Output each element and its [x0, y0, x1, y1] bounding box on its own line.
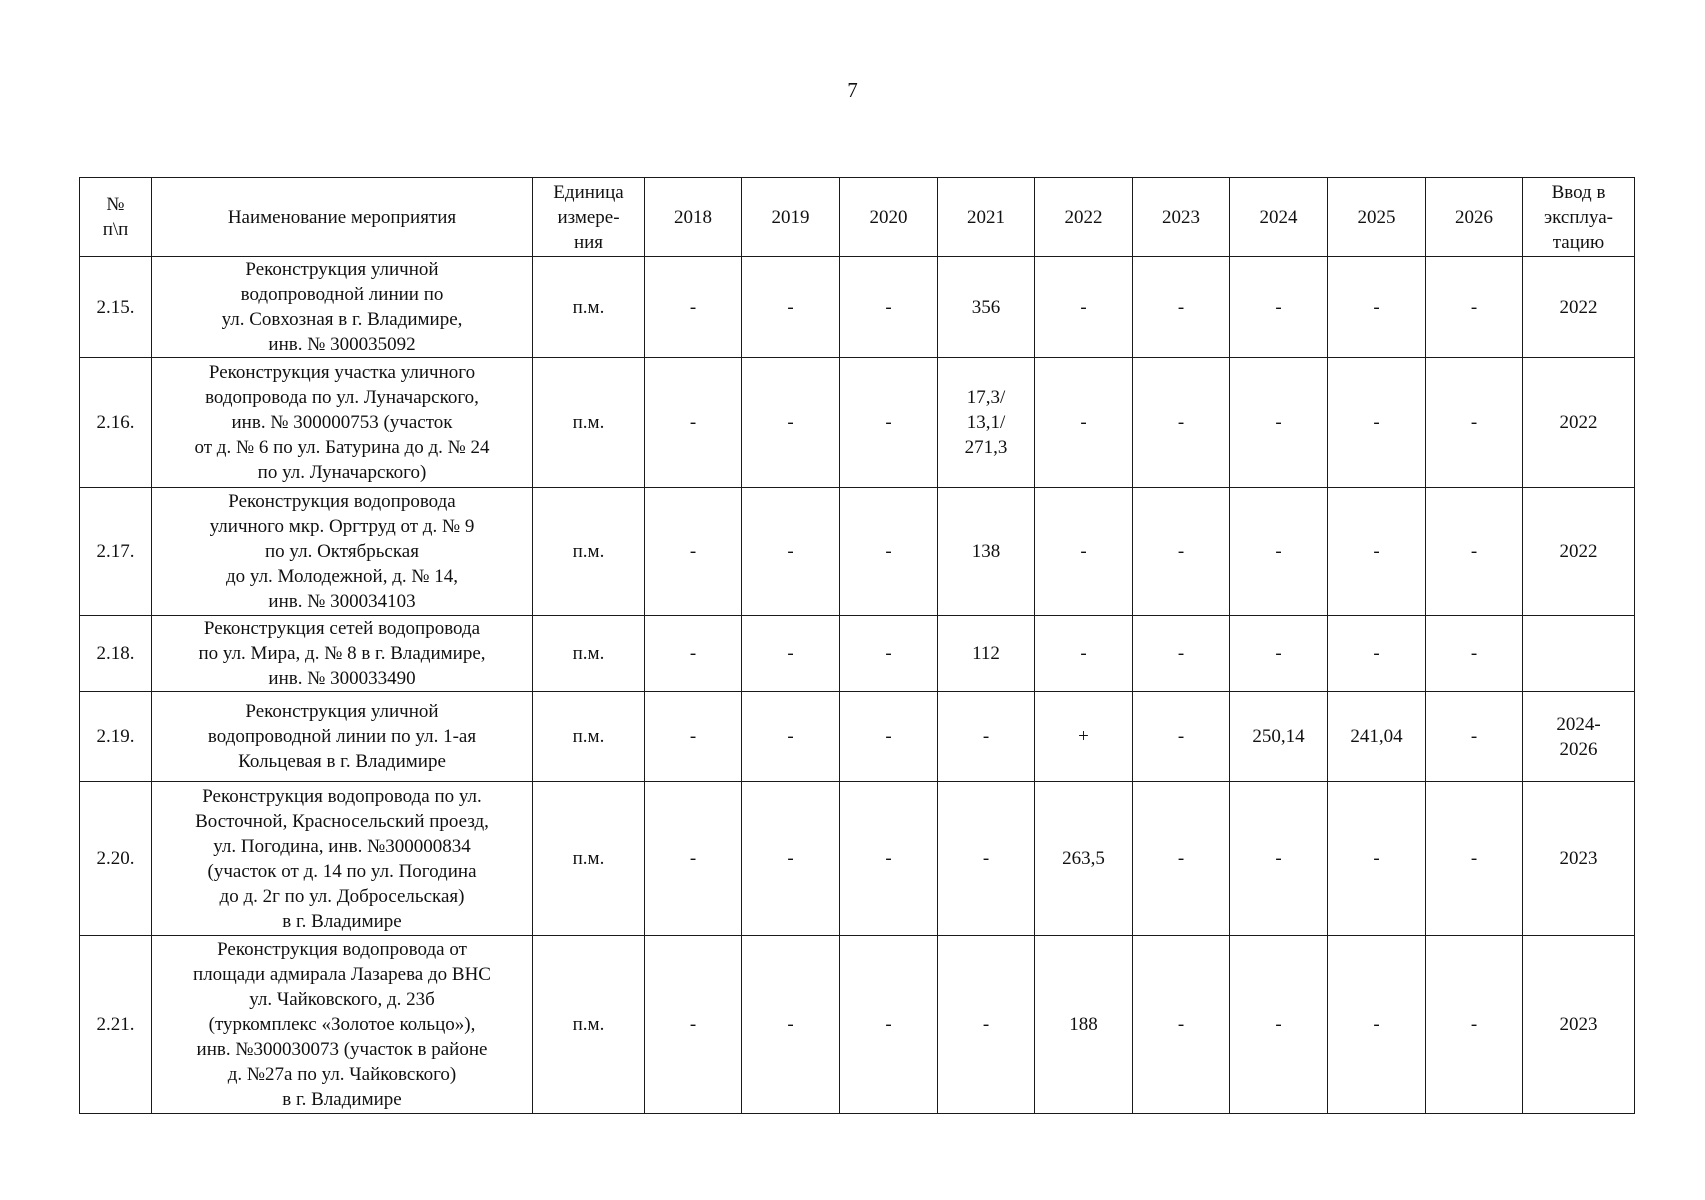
name-line: инв. № 300033490 [268, 668, 416, 689]
name-line: водопроводной линии по ул. 1-ая [207, 726, 477, 747]
year-2019-cell: - [742, 936, 840, 1114]
year-2026-cell: - [1426, 616, 1523, 692]
name-line: Реконструкция уличной [245, 259, 439, 280]
row-number-cell: 2.18. [80, 616, 152, 692]
header-num-line: п\п [102, 219, 129, 240]
header-year-2021: 2021 [938, 178, 1035, 257]
name-line: водопровода по ул. Луначарского, [205, 387, 479, 408]
year-2019-cell: - [742, 257, 840, 358]
name-line: по ул. Мира, д. № 8 в г. Владимире, [198, 643, 486, 664]
year-2024-cell: - [1230, 616, 1328, 692]
measure-name-cell [152, 616, 533, 692]
name-line: ул. Совхозная в г. Владимире, [221, 309, 463, 330]
name-line: Реконструкция водопровода от [217, 939, 467, 960]
header-year-2022: 2022 [1035, 178, 1133, 257]
header-name: Наименование мероприятия [152, 178, 533, 257]
name-line: инв. № 300000753 (участок [231, 412, 453, 433]
name-line: инв. №300030073 (участок в районе [196, 1039, 488, 1060]
header-year-2023: 2023 [1133, 178, 1230, 257]
header-unit-line: ния [573, 231, 604, 253]
year-2024-cell: - [1230, 782, 1328, 936]
commission-line: 2023 [1559, 848, 1598, 869]
name-line: Восточной, Красносельский проезд, [195, 810, 489, 832]
header-commission [1523, 178, 1635, 257]
year-2022-cell: - [1035, 358, 1133, 488]
table-header-row [80, 178, 1635, 257]
row-number-cell: 2.19. [80, 692, 152, 782]
name-line: ул. Погодина, инв. №300000834 [213, 835, 471, 857]
commission-line: 2022 [1559, 296, 1598, 318]
year-2026-cell: - [1426, 936, 1523, 1114]
year-2018-cell: - [645, 488, 742, 616]
year-2026-cell: - [1426, 358, 1523, 488]
year-2022-cell: 263,5 [1035, 782, 1133, 936]
name-line: инв. № 300035092 [268, 334, 416, 355]
year-2018-cell: - [645, 358, 742, 488]
year-2022-cell: - [1035, 488, 1133, 616]
name-line: по ул. Луначарского) [257, 462, 427, 483]
header-unit-line: измере- [557, 206, 620, 228]
commission-cell [1523, 692, 1635, 782]
table-row [80, 936, 1635, 1114]
year-2020-cell: - [840, 358, 938, 488]
year-2019-cell: - [742, 782, 840, 936]
value-line: 112 [972, 643, 1000, 664]
year-2020-cell: - [840, 488, 938, 616]
name-line: Реконструкция сетей водопровода [203, 618, 481, 639]
name-line: уличного мкр. Оргтруд от д. № 9 [209, 516, 475, 537]
year-2024-cell: - [1230, 488, 1328, 616]
measure-name-cell [152, 358, 533, 488]
year-2023-cell: - [1133, 782, 1230, 936]
name-line: площади адмирала Лазарева до ВНС [193, 964, 491, 985]
value-line: 356 [971, 296, 1001, 318]
year-2021-cell [938, 358, 1035, 488]
commission-line: 2023 [1559, 1014, 1598, 1035]
table-row [80, 257, 1635, 358]
year-2020-cell: - [840, 257, 938, 358]
measure-name-cell [152, 782, 533, 936]
year-2025-cell: - [1328, 488, 1426, 616]
name-line: ул. Чайковского, д. 23б [249, 989, 435, 1010]
year-2023-cell: - [1133, 358, 1230, 488]
value-line: - [982, 726, 990, 747]
value-line: 17,3/ [966, 387, 1006, 408]
year-2020-cell: - [840, 936, 938, 1114]
value-line: 271,3 [964, 437, 1008, 458]
year-2018-cell: - [645, 257, 742, 358]
measures-table [79, 177, 1635, 1114]
year-2021-cell [938, 616, 1035, 692]
table-row [80, 488, 1635, 616]
unit-cell: п.м. [533, 782, 645, 936]
commission-cell [1523, 488, 1635, 616]
table-row [80, 782, 1635, 936]
year-2021-cell [938, 936, 1035, 1114]
name-line: Реконструкция водопровода по ул. [202, 785, 482, 807]
name-line: по ул. Октябрьская [265, 541, 419, 562]
row-number-cell: 2.21. [80, 936, 152, 1114]
year-2024-cell: - [1230, 358, 1328, 488]
header-num [80, 178, 152, 257]
commission-cell [1523, 936, 1635, 1114]
year-2020-cell: - [840, 616, 938, 692]
name-line: Кольцевая в г. Владимире [238, 751, 446, 772]
year-2018-cell: - [645, 936, 742, 1114]
year-2022-cell: + [1035, 692, 1133, 782]
value-line: 13,1/ [966, 412, 1006, 433]
year-2025-cell: - [1328, 358, 1426, 488]
row-number-cell: 2.20. [80, 782, 152, 936]
measure-name-cell [152, 257, 533, 358]
commission-line: 2024- [1556, 713, 1601, 735]
header-unit-line: Единица [553, 181, 624, 203]
year-2020-cell: - [840, 692, 938, 782]
row-number-cell: 2.15. [80, 257, 152, 358]
value-line: - [982, 1014, 990, 1035]
commission-line: 2026 [1559, 738, 1598, 760]
year-2019-cell: - [742, 616, 840, 692]
table-row [80, 358, 1635, 488]
year-2021-cell [938, 257, 1035, 358]
header-year-2024: 2024 [1230, 178, 1328, 257]
year-2021-cell [938, 488, 1035, 616]
name-line: Реконструкция уличной [245, 701, 439, 722]
year-2025-cell: - [1328, 257, 1426, 358]
year-2024-cell: - [1230, 257, 1328, 358]
commission-cell [1523, 782, 1635, 936]
year-2023-cell: - [1133, 257, 1230, 358]
measure-name-cell [152, 692, 533, 782]
year-2023-cell: - [1133, 616, 1230, 692]
year-2019-cell: - [742, 488, 840, 616]
row-number-cell: 2.16. [80, 358, 152, 488]
header-commission-line: эксплуа- [1543, 206, 1613, 228]
year-2022-cell: - [1035, 257, 1133, 358]
commission-cell [1523, 358, 1635, 488]
year-2024-cell: - [1230, 936, 1328, 1114]
table-row [80, 616, 1635, 692]
year-2020-cell: - [840, 782, 938, 936]
year-2026-cell: - [1426, 257, 1523, 358]
year-2019-cell: - [742, 358, 840, 488]
name-line: инв. № 300034103 [268, 591, 416, 612]
name-line: д. №27а по ул. Чайковского) [227, 1064, 457, 1085]
year-2025-cell: 241,04 [1328, 692, 1426, 782]
year-2018-cell: - [645, 692, 742, 782]
header-year-2019: 2019 [742, 178, 840, 257]
year-2025-cell: - [1328, 782, 1426, 936]
unit-cell: п.м. [533, 692, 645, 782]
year-2022-cell: 188 [1035, 936, 1133, 1114]
name-line: в г. Владимире [282, 910, 402, 932]
measure-name-cell [152, 488, 533, 616]
year-2021-cell [938, 782, 1035, 936]
name-line: водопроводной линии по [240, 284, 444, 305]
year-2022-cell: - [1035, 616, 1133, 692]
year-2026-cell: - [1426, 782, 1523, 936]
header-unit [533, 178, 645, 257]
unit-cell: п.м. [533, 616, 645, 692]
header-commission-line: Ввод в [1551, 181, 1606, 203]
value-line: - [982, 848, 990, 869]
name-line: Реконструкция участка уличного [208, 362, 476, 383]
name-line: Реконструкция водопровода [228, 491, 456, 512]
year-2023-cell: - [1133, 692, 1230, 782]
commission-cell [1523, 257, 1635, 358]
header-year-2018: 2018 [645, 178, 742, 257]
row-number-cell: 2.17. [80, 488, 152, 616]
header-year-2026: 2026 [1426, 178, 1523, 257]
commission-cell [1523, 616, 1635, 692]
unit-cell: п.м. [533, 488, 645, 616]
table-body [80, 257, 1635, 1114]
year-2023-cell: - [1133, 488, 1230, 616]
year-2025-cell: - [1328, 616, 1426, 692]
unit-cell: п.м. [533, 257, 645, 358]
page-number: 7 [847, 78, 858, 102]
year-2021-cell [938, 692, 1035, 782]
year-2024-cell: 250,14 [1230, 692, 1328, 782]
name-line: до д. 2г по ул. Добросельская) [219, 885, 465, 907]
commission-line: 2022 [1559, 541, 1598, 562]
year-2019-cell: - [742, 692, 840, 782]
year-2018-cell: - [645, 782, 742, 936]
header-num-line: № [106, 194, 125, 215]
commission-line: 2022 [1559, 412, 1598, 433]
year-2026-cell: - [1426, 692, 1523, 782]
name-line: от д. № 6 по ул. Батурина до д. № 24 [194, 437, 490, 458]
header-year-2020: 2020 [840, 178, 938, 257]
year-2025-cell: - [1328, 936, 1426, 1114]
header-year-2025: 2025 [1328, 178, 1426, 257]
name-line: до ул. Молодежной, д. № 14, [225, 566, 459, 587]
value-line: 138 [971, 541, 1001, 562]
table-row [80, 692, 1635, 782]
year-2018-cell: - [645, 616, 742, 692]
measure-name-cell [152, 936, 533, 1114]
name-line: в г. Владимире [282, 1089, 402, 1110]
name-line: (участок от д. 14 по ул. Погодина [207, 860, 477, 882]
unit-cell: п.м. [533, 358, 645, 488]
name-line: (туркомплекс «Золотое кольцо»), [208, 1014, 476, 1035]
unit-cell: п.м. [533, 936, 645, 1114]
year-2023-cell: - [1133, 936, 1230, 1114]
header-commission-line: тацию [1552, 231, 1605, 253]
year-2026-cell: - [1426, 488, 1523, 616]
